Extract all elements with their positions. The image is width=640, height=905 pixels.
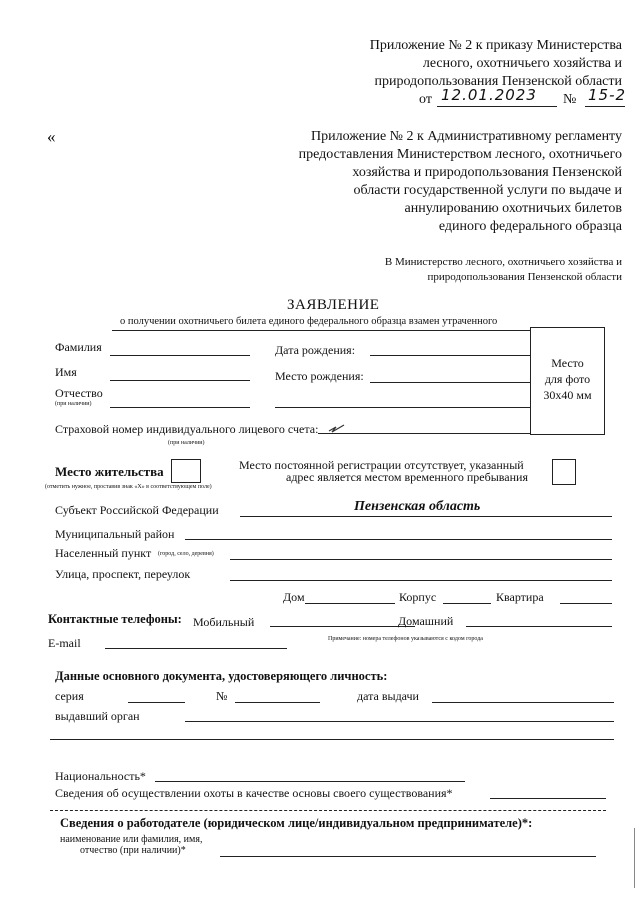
- no-registration-line-1: Место постоянной регистрации отсутствует, указанный: [239, 458, 524, 472]
- id-issuer-label: выдавший орган: [55, 709, 140, 723]
- locality-note: (город, село, деревня): [158, 551, 214, 557]
- order-number-line: [585, 106, 625, 107]
- order-number-handwritten: 15-2: [588, 86, 627, 104]
- id-series-field[interactable]: [128, 702, 185, 703]
- addressee-line-1: В Министерство лесного, охотничьего хозяйства и: [384, 256, 622, 268]
- snils-note: (при наличии): [168, 440, 205, 446]
- no-registration-line-2: адрес является местом временного пребывания: [286, 470, 528, 484]
- subtitle-underline: [112, 330, 530, 331]
- residence-checkbox[interactable]: [171, 459, 201, 483]
- region-field[interactable]: [240, 516, 612, 517]
- birth-place-label: Место рождения:: [275, 369, 364, 383]
- street-label: Улица, проспект, переулок: [55, 567, 191, 581]
- photo-label-2: для фото: [544, 372, 591, 386]
- id-number-label: №: [216, 689, 228, 703]
- order-date-prefix: от: [419, 92, 432, 107]
- snils-field[interactable]: [318, 433, 530, 434]
- order-appendix-line-2: лесного, охотничьего хозяйства и: [422, 56, 622, 71]
- apartment-field[interactable]: [560, 603, 612, 604]
- form-title: ЗАЯВЛЕНИЕ: [287, 297, 380, 313]
- street-field[interactable]: [230, 580, 612, 581]
- patronymic-label: Отчество: [55, 386, 103, 400]
- locality-field[interactable]: [230, 559, 612, 560]
- region-label: Субъект Российской Федерации: [55, 503, 219, 517]
- employer-title: Сведения о работодателе (юридическом лице/индивидуальном предпринимателе)*:: [60, 816, 533, 830]
- hunting-info-label: Сведения об осуществлении охоты в качестве основы своего существования*: [55, 786, 453, 800]
- scan-edge-mark: [634, 828, 636, 888]
- name-label: Имя: [55, 365, 77, 379]
- apartment-label: Квартира: [496, 590, 544, 604]
- home-phone-field[interactable]: [466, 626, 612, 627]
- id-issuer-field-2[interactable]: [50, 739, 614, 740]
- email-label: E-mail: [48, 636, 81, 650]
- mobile-field[interactable]: [270, 626, 415, 627]
- photo-label-1: Место: [551, 356, 584, 370]
- district-field[interactable]: [185, 539, 612, 540]
- quote-mark: «: [47, 127, 56, 146]
- order-appendix-line-3: природопользования Пензенской области: [374, 74, 622, 89]
- reg-appendix-line-5: аннулированию охотничьих билетов: [404, 201, 622, 216]
- residence-note: (отметить нужное, проставив знак «Х» в соответствующем поле): [45, 484, 212, 490]
- district-label: Муниципальный район: [55, 527, 175, 541]
- photo-label-3: 30х40 мм: [543, 388, 592, 402]
- hunting-info-field-2[interactable]: [50, 810, 606, 811]
- email-field[interactable]: [105, 648, 287, 649]
- employer-name-line-2: отчество (при наличии)*: [80, 845, 186, 856]
- snils-label: Страховой номер индивидуального лицевого счета:: [55, 422, 319, 436]
- nationality-field[interactable]: [155, 781, 465, 782]
- order-appendix-line-1: Приложение № 2 к приказу Министерства: [369, 38, 622, 53]
- region-value: Пензенская область: [354, 499, 481, 514]
- reg-appendix-line-6: единого федерального образца: [438, 219, 622, 234]
- building-label: Корпус: [399, 590, 437, 604]
- employer-name-field[interactable]: [220, 856, 596, 857]
- reg-appendix-line-2: предоставления Министерством лесного, охотничьего: [298, 147, 622, 162]
- id-issuer-field[interactable]: [185, 721, 614, 722]
- birth-place-field[interactable]: [370, 382, 530, 383]
- name-field[interactable]: [110, 380, 250, 381]
- id-series-label: серия: [55, 689, 84, 703]
- employer-name-line-1: наименование или фамилия, имя,: [60, 834, 203, 845]
- residence-label: Место жительства: [55, 464, 164, 479]
- home-phone-label: Домашний: [398, 614, 454, 628]
- reg-appendix-line-1: Приложение № 2 к Административному регламенту: [311, 129, 622, 144]
- patronymic-note: (при наличии): [55, 401, 92, 407]
- surname-field[interactable]: [110, 355, 250, 356]
- house-field[interactable]: [305, 603, 395, 604]
- reg-appendix-line-3: хозяйства и природопользования Пензенской: [352, 165, 622, 180]
- nationality-label: Национальность*: [55, 769, 146, 783]
- form-subtitle: о получении охотничьего билета единого федерального образца взамен утраченного: [120, 316, 498, 327]
- phone-note: Примечание: номера телефонов указываются с кодом города: [328, 636, 483, 642]
- id-issue-date-field[interactable]: [432, 702, 614, 703]
- order-date-line: [437, 106, 557, 107]
- surname-label: Фамилия: [55, 340, 102, 354]
- order-number-prefix: №: [563, 92, 577, 107]
- order-date-handwritten: 12.01.2023: [441, 86, 537, 104]
- reg-appendix-line-4: области государственной услуги по выдаче и: [353, 183, 622, 198]
- building-field[interactable]: [443, 603, 491, 604]
- patronymic-field[interactable]: [110, 407, 250, 408]
- id-number-field[interactable]: [235, 702, 320, 703]
- birth-date-field[interactable]: [370, 355, 530, 356]
- mobile-label: Мобильный: [193, 615, 255, 629]
- addressee-line-2: природопользования Пензенской области: [427, 271, 622, 283]
- house-label: Дом: [283, 590, 305, 604]
- contacts-label: Контактные телефоны:: [48, 612, 182, 626]
- id-doc-title: Данные основного документа, удостоверяющего личность:: [55, 669, 388, 683]
- hunting-info-field[interactable]: [490, 798, 606, 799]
- temporary-stay-checkbox[interactable]: [552, 459, 576, 485]
- birth-date-label: Дата рождения:: [275, 343, 356, 357]
- locality-label: Населенный пункт: [55, 546, 152, 560]
- snils-pen-mark: [327, 422, 347, 434]
- birth-place-field-2[interactable]: [275, 407, 530, 408]
- id-issue-date-label: дата выдачи: [357, 689, 419, 703]
